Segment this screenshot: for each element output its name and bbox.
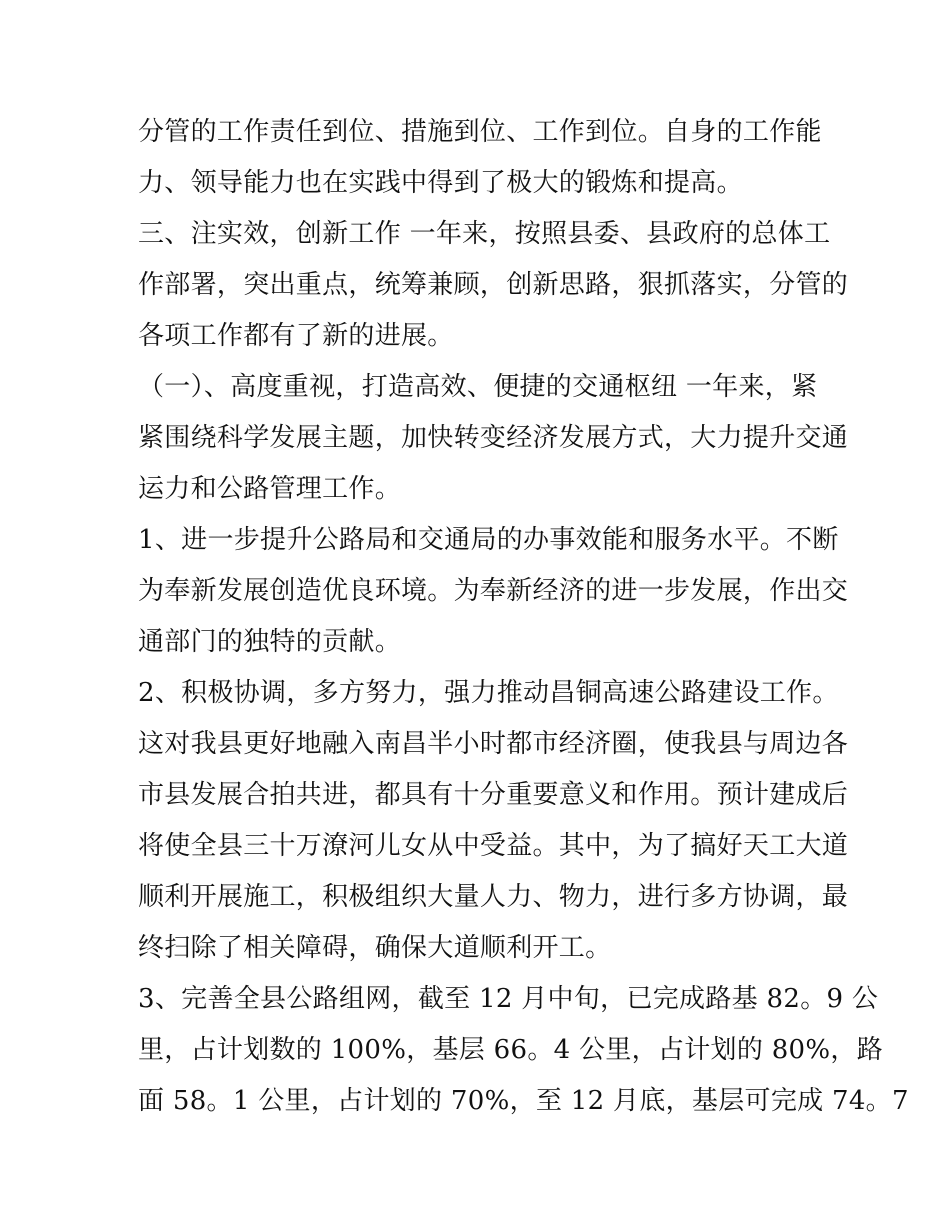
numbered-item-3 xyxy=(138,974,909,1127)
text-line: 3、完善全县公路组网，截至 12 月中旬，已完成路基 82。9 公 xyxy=(138,984,879,1014)
numbered-item-1 xyxy=(138,515,849,668)
text-line: 通部门的独特的贡献。 xyxy=(138,627,402,657)
text-line: 力、领导能力也在实践中得到了极大的锻炼和提高。 xyxy=(138,168,743,198)
text-line: 终扫除了相关障碍，确保大道顺利开工。 xyxy=(138,933,612,963)
text-line: 里，占计划数的 100%，基层 66。4 公里，占计划的 80%，路 xyxy=(138,1035,884,1065)
numbered-item-2 xyxy=(138,668,849,974)
text-line: （一）、高度重视，打造高效、便捷的交通枢纽 一年来，紧 xyxy=(138,372,818,402)
text-line: 为奉新发展创造优良环境。为奉新经济的进一步发展，作出交 xyxy=(138,576,849,606)
text-line: 三、注实效，创新工作 一年来，按照县委、县政府的总体工 xyxy=(138,219,831,249)
text-line: 1、进一步提升公路局和交通局的办事效能和服务水平。不断 xyxy=(138,525,839,555)
text-line: 面 58。1 公里，占计划的 70%，至 12 月底，基层可完成 74。7 xyxy=(138,1086,909,1116)
text-line: 将使全县三十万潦河儿女从中受益。其中，为了搞好天工大道 xyxy=(138,831,849,861)
text-line: 2、积极协调，多方努力，强力推动昌铜高速公路建设工作。 xyxy=(138,678,839,708)
text-line: 顺利开展施工，积极组织大量人力、物力，进行多方协调，最 xyxy=(138,882,849,912)
paragraph xyxy=(138,107,822,209)
text-line: 分管的工作责任到位、措施到位、工作到位。自身的工作能 xyxy=(138,117,822,147)
text-line: 各项工作都有了新的进展。 xyxy=(138,321,454,351)
text-line: 这对我县更好地融入南昌半小时都市经济圈，使我县与周边各 xyxy=(138,729,849,759)
text-line: 紧围绕科学发展主题，加快转变经济发展方式，大力提升交通 xyxy=(138,423,849,453)
section-heading-paragraph xyxy=(138,209,849,362)
text-line: 作部署，突出重点，统筹兼顾，创新思路，狠抓落实，分管的 xyxy=(138,270,849,300)
document-body xyxy=(138,107,909,1127)
text-line: 运力和公路管理工作。 xyxy=(138,474,402,504)
text-line: 市县发展合拍共进，都具有十分重要意义和作用。预计建成后 xyxy=(138,780,849,810)
subsection-heading-paragraph xyxy=(138,362,849,515)
